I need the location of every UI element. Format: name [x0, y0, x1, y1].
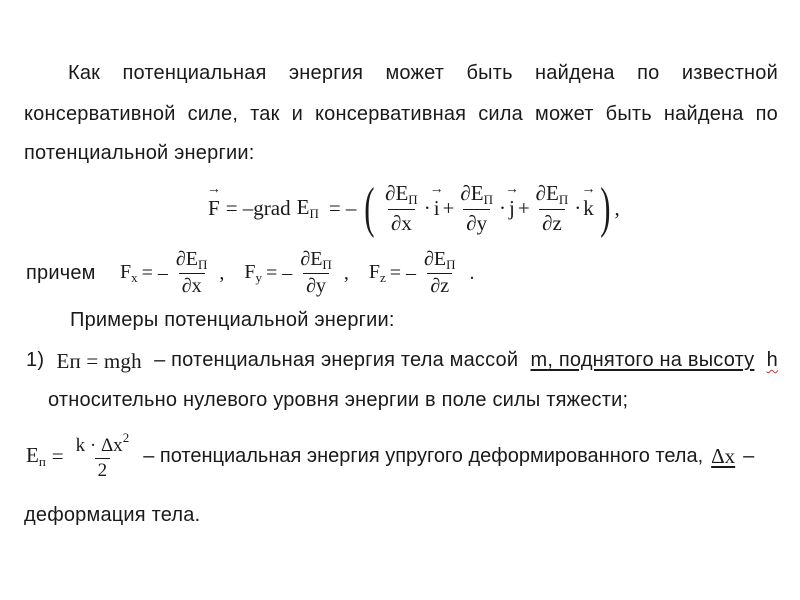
fraction-Fz: $\frac{\partial E_П}{\partial z}$: [424, 247, 456, 298]
item-1-line-2: относительно нулевого уровня энергии в поле силы тяжести;: [48, 389, 629, 411]
fraction-dE-dy: $\frac{\partial E_П}{\partial y}$: [460, 181, 493, 235]
force-vector-symbol: → F: [208, 196, 220, 221]
eq-minus: = –: [328, 195, 357, 220]
item-1-text-a: – потенциальная энергия тела массой: [154, 349, 519, 371]
intro-line-1: Как потенциальная энергия может быть найдена по известной: [68, 62, 778, 84]
fraction-Fx: $\frac{\partial E_П}{\partial x}$: [175, 247, 208, 298]
eq-grad-text: = –grad: [225, 195, 291, 220]
equation-gradient: [208, 172, 620, 244]
intro-line-2: консервативной силе, так и консервативная сила может быть найдена по: [24, 103, 778, 125]
Fz-symbol: $F_z$: [368, 260, 386, 285]
item-2-text: – потенциальная энергия упругого деформированного тела,: [143, 444, 704, 467]
left-paren: (: [364, 177, 375, 239]
fraction-dE-dz: $\frac{\partial E_П}{\partial z}$: [535, 181, 569, 235]
unit-vector-k: → k: [583, 196, 594, 221]
plus-op: +: [517, 195, 530, 220]
comma: ,: [614, 195, 620, 220]
item-1-height-h: h: [766, 349, 778, 371]
item-1-number: 1): [26, 349, 45, 371]
item-2-line-1: $E_п$ = $\frac{k \cdot \Delta x^2}{2}$ – потенциальная энергия упругого деформированного тела, Δx –: [26, 430, 755, 481]
fraction-Fy: $\frac{\partial E_П}{\partial y}$: [300, 247, 332, 298]
unit-vector-j: → j: [509, 196, 515, 221]
Fx-symbol: $F_x$: [120, 260, 138, 285]
potential-energy-symbol: $E_П$: [296, 194, 319, 221]
Fy-symbol: $F_y$: [244, 260, 263, 285]
dot-op: ·: [574, 195, 582, 220]
equation-components: $F_x$ = – $\frac{\partial E_П}{\partial x}$ , $F_y$ = – $\frac{\partial E_П}{\partial y}$ , $F_z$ = – $\frac{\partial E_П}{\partial z}$ .: [120, 247, 475, 298]
item-2-dash: –: [743, 444, 755, 467]
dot-op: ·: [498, 195, 506, 220]
examples-heading: Примеры потенциальной энергии:: [70, 309, 395, 331]
item-2-line-2: деформация тела.: [24, 504, 201, 526]
unit-vector-i: → i: [434, 196, 440, 221]
prichem-label: причем: [26, 262, 96, 284]
fraction-dE-dx: $\frac{\partial E_П}{\partial x}$: [385, 181, 418, 235]
plus-op: +: [442, 195, 455, 220]
elastic-energy-symbol: $E_п$: [26, 442, 46, 469]
item-1-formula: Eп = mgh: [56, 349, 142, 373]
item-1-mass-m: m, поднятого на высоту: [530, 349, 755, 371]
item-1-line-1: [26, 349, 778, 374]
intro-line-3: потенциальной энергии:: [24, 142, 255, 164]
dot-op: ·: [423, 195, 431, 220]
right-paren: ): [599, 177, 611, 239]
fraction-elastic: $\frac{k \cdot \Delta x^2}{2}$: [75, 430, 130, 481]
item-2-dx: Δx: [711, 443, 736, 468]
